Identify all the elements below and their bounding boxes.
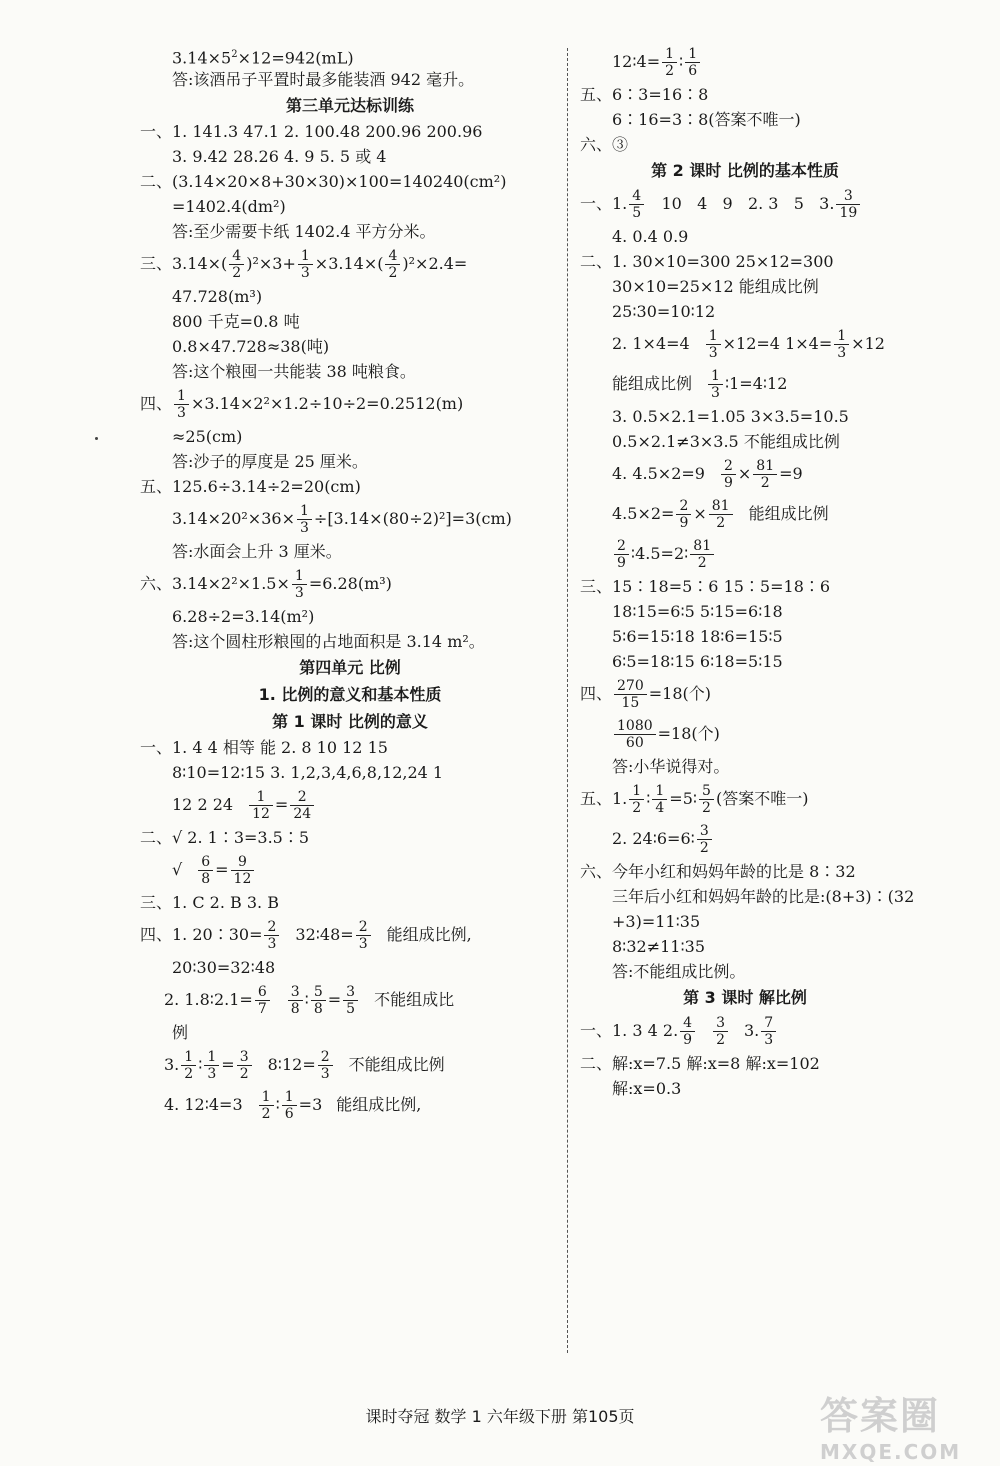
fraction: $\frac{1}{3}$: [174, 388, 189, 421]
left-line: $3.14\times 5^2\times 12=942(mL)$: [172, 48, 354, 68]
fraction: $\frac{3}{19}$: [836, 188, 860, 221]
left-line: 3. 9.42 28.26 4. 9 5. 5 或 4: [172, 147, 387, 166]
right-line: 0.5×2.1≠3×3.5 不能组成比例: [612, 432, 840, 451]
left-line: 20∶30=32∶48: [172, 958, 276, 977]
left-line: 3. $\frac{1}{2}$ ∶ $\frac{1}{3}$ = $\frac{3}{2}$ 8∶12= $\frac{2}{3}$ 不能组成比例: [164, 1049, 445, 1082]
right-line: 18∶15=6∶5 5∶15=6∶18: [612, 602, 783, 621]
fraction: $\frac{81}{2}$: [690, 538, 714, 571]
left-line: 12 2 24 $\frac{1}{12}$ = $\frac{2}{24}$: [140, 785, 560, 825]
fraction: $\frac{1}{2}$: [629, 783, 644, 816]
unit-heading: 第四单元 比例: [299, 658, 401, 677]
fraction: $\frac{2}{9}$: [614, 538, 629, 571]
fraction: $\frac{1}{4}$: [652, 783, 667, 816]
fraction: $\frac{2}{3}$: [356, 919, 371, 952]
right-line: 4.5×2= $\frac{2}{9}$ × $\frac{81}{2}$ 能组成比例: [612, 498, 829, 531]
lesson-heading: 第 2 课时 比例的基本性质: [651, 161, 839, 180]
left-line: 二、(3.14×20×8+30×30)×100=140240(cm²): [140, 172, 507, 191]
fraction: $\frac{3}{2}$: [237, 1049, 252, 1082]
left-line: 800 千克=0.8 吨: [172, 312, 300, 331]
right-line: 一、1. 3 4 2. $\frac{4}{9}$ $\frac{3}{2}$ 3. $\frac{7}{3}$: [580, 1011, 910, 1051]
fraction: $\frac{1}{3}$: [297, 503, 312, 536]
lesson-heading: 第 3 课时 解比例: [683, 988, 807, 1007]
left-line: 0.8×47.728≈38(吨): [172, 337, 330, 356]
right-line: 解:x=0.3: [612, 1079, 682, 1098]
right-line: 能组成比例 $\frac{1}{3}$ ∶1=4∶12: [612, 368, 788, 401]
fraction: $\frac{7}{3}$: [761, 1015, 776, 1048]
fraction: $\frac{3}{2}$: [713, 1015, 728, 1048]
left-line: 二、√ 2. 1∶3=3.5∶5: [140, 828, 310, 847]
fraction: $\frac{6}{8}$: [198, 854, 213, 887]
right-line: 六、今年小红和妈妈年龄的比是 8∶32: [580, 862, 856, 881]
right-line: 4. 4.5×2=9 $\frac{2}{9}$ × $\frac{81}{2}$ =9: [612, 458, 803, 491]
fraction: $\frac{1}{3}$: [292, 568, 307, 601]
right-line: 6∶5=18∶15 6∶18=5∶15: [612, 652, 783, 671]
fraction: $\frac{2}{9}$: [721, 458, 736, 491]
left-line: 答:沙子的厚度是 25 厘米。: [172, 452, 368, 471]
right-line: 三、15∶18=5∶6 15∶5=18∶6: [580, 577, 831, 596]
left-line: 六、3.14×2²×1.5× $\frac{1}{3}$ =6.28(m³): [140, 568, 392, 601]
fraction: $\frac{2}{3}$: [318, 1049, 333, 1082]
watermark-logo: 答案圈: [820, 1394, 941, 1438]
fraction: $\frac{3}{8}$: [288, 984, 303, 1017]
fraction: $\frac{4}{5}$: [629, 188, 644, 221]
fraction: $\frac{1}{2}$: [181, 1049, 196, 1082]
left-line: =1402.4(dm²): [172, 197, 286, 216]
right-line: 2. 1×4=4 $\frac{1}{3}$ ×12=4 1×4= $\frac{1}{3}$ ×12: [612, 328, 885, 361]
fraction: $\frac{1}{6}$: [282, 1089, 297, 1122]
right-line: 四、 $\frac{270}{15}$ =18(个): [580, 678, 712, 711]
fraction: $\frac{1}{2}$: [259, 1089, 274, 1122]
right-line: 二、1. 30×10=300 25×12=300: [580, 252, 834, 271]
right-line: 答:不能组成比例。: [612, 962, 746, 981]
left-line: 三、3.14×( $\frac{4}{2}$ )²×3+ $\frac{1}{3}$ ×3.14×( $\frac{4}{2}$ )²×2.4=: [140, 248, 468, 281]
right-line: $\frac{2}{9}$ ∶4.5=2∶ $\frac{81}{2}$: [580, 534, 910, 574]
left-line: 3.14×20²×36× $\frac{1}{3}$ ÷[3.14×(80÷2)²]=3(cm): [172, 503, 512, 536]
right-line: 3. 0.5×2.1=1.05 3×3.5=10.5: [612, 407, 849, 426]
left-line: 4. 12∶4=3 $\frac{1}{2}$ ∶ $\frac{1}{6}$ =3 能组成比例,: [164, 1089, 422, 1122]
left-column: [140, 42, 560, 1125]
section-heading: 第三单元达标训练: [285, 96, 414, 115]
right-line: 4. 0.4 0.9: [612, 227, 689, 246]
column-divider: [567, 48, 568, 1353]
fraction: $\frac{3}{2}$: [697, 823, 712, 856]
fraction: $\frac{6}{7}$: [255, 984, 270, 1017]
fraction: $\frac{1}{12}$: [249, 789, 273, 822]
fraction: $\frac{1}{3}$: [706, 328, 721, 361]
right-line: 2. 24∶6=6∶ $\frac{3}{2}$: [580, 819, 910, 859]
right-line: 6∶16=3∶8(答案不唯一): [612, 110, 801, 129]
fraction: $\frac{81}{2}$: [709, 498, 733, 531]
right-line: 25∶30=10∶12: [612, 302, 716, 321]
lesson-heading: 第 1 课时 比例的意义: [272, 712, 428, 731]
left-line: ≈25(cm): [172, 427, 243, 446]
page-footer: 课时夺冠 数学 1 六年级下册 第105页: [365, 1407, 635, 1426]
right-line: 答:小华说得对。: [612, 757, 730, 776]
right-line: 二、解:x=7.5 解:x=8 解:x=102: [580, 1054, 820, 1073]
left-line: 答:至少需要卡纸 1402.4 平方分米。: [172, 222, 436, 241]
left-line: 8∶10=12∶15 3. 1,2,3,4,6,8,12,24 1: [172, 763, 444, 782]
fraction: $\frac{1}{3}$: [834, 328, 849, 361]
left-line: 2. 1.8∶2.1= $\frac{6}{7}$ $\frac{3}{8}$ ∶ $\frac{5}{8}$ = $\frac{3}{5}$ 不能组成比: [164, 984, 455, 1017]
right-line: 12∶4= $\frac{1}{2}$ ∶ $\frac{1}{6}$: [580, 42, 910, 82]
fraction: $\frac{4}{2}$: [385, 248, 400, 281]
fraction: $\frac{2}{3}$: [264, 919, 279, 952]
left-line: 一、1. 4 4 相等 能 2. 8 10 12 15: [140, 738, 388, 757]
fraction: $\frac{3}{5}$: [343, 984, 358, 1017]
fraction: $\frac{1}{3}$: [298, 248, 313, 281]
stray-dot: [95, 437, 98, 440]
left-line: 五、125.6÷3.14÷2=20(cm): [140, 477, 361, 496]
left-line: 47.728(m³): [172, 287, 263, 306]
right-line: +3)=11∶35: [612, 912, 701, 931]
right-line: 5∶6=15∶18 18∶6=15∶5: [612, 627, 783, 646]
fraction: $\frac{2}{24}$: [290, 789, 314, 822]
fraction: $\frac{1080}{60}$: [614, 718, 656, 751]
fraction: $\frac{1}{3}$: [204, 1049, 219, 1082]
section-heading: 1. 比例的意义和基本性质: [258, 685, 442, 704]
fraction: $\frac{4}{9}$: [680, 1015, 695, 1048]
left-line: 答:水面会上升 3 厘米。: [172, 542, 342, 561]
fraction: $\frac{5}{8}$: [311, 984, 326, 1017]
fraction: $\frac{1}{3}$: [708, 368, 723, 401]
fraction: $\frac{9}{12}$: [231, 854, 255, 887]
left-line: √ $\frac{6}{8}$ = $\frac{9}{12}$: [140, 850, 560, 890]
left-line: 四、 $\frac{1}{3}$ ×3.14×2²×1.2÷10÷2=0.2512(m): [140, 388, 464, 421]
fraction: $\frac{81}{2}$: [753, 458, 777, 491]
right-line: 30×10=25×12 能组成比例: [612, 277, 819, 296]
left-line: 答:该酒吊子平置时最多能装酒 942 毫升。: [172, 70, 475, 89]
left-line: 三、1. C 2. B 3. B: [140, 893, 279, 912]
left-line: 例: [172, 1023, 189, 1042]
watermark-url: MXQE.COM: [820, 1440, 962, 1464]
left-line: 四、1. 20∶30= $\frac{2}{3}$ 32∶48= $\frac{2}{3}$ 能组成比例,: [140, 919, 472, 952]
left-line: 一、1. 141.3 47.1 2. 100.48 200.96 200.96: [140, 122, 483, 141]
left-line: 答:这个圆柱形粮囤的占地面积是 3.14 m²。: [172, 632, 485, 651]
right-line: $\frac{1080}{60}$ =18(个): [580, 714, 910, 754]
fraction: $\frac{4}{2}$: [229, 248, 244, 281]
fraction: $\frac{5}{2}$: [699, 783, 714, 816]
fraction: $\frac{2}{9}$: [676, 498, 691, 531]
fraction: $\frac{1}{6}$: [685, 46, 700, 79]
right-line: 五、1. $\frac{1}{2}$ ∶ $\frac{1}{4}$ =5∶ $\frac{5}{2}$ (答案不唯一): [580, 783, 809, 816]
right-line: 六、③: [580, 135, 629, 154]
right-column: [580, 42, 915, 1101]
watermark: [820, 1385, 990, 1464]
left-line: 6.28÷2=3.14(m²): [172, 607, 315, 626]
right-line: 五、6∶3=16∶8: [580, 85, 709, 104]
right-line: 一、1. $\frac{4}{5}$ 10 4 9 2. 3 5 3. $\frac{3}{19}$: [580, 184, 910, 224]
left-line: 答:这个粮囤一共能装 38 吨粮食。: [172, 362, 416, 381]
fraction: $\frac{270}{15}$: [614, 678, 647, 711]
right-line: 8∶32≠11∶35: [612, 937, 705, 956]
right-line: 三年后小红和妈妈年龄的比是:(8+3)∶(32: [612, 887, 915, 906]
fraction: $\frac{1}{2}$: [662, 46, 677, 79]
